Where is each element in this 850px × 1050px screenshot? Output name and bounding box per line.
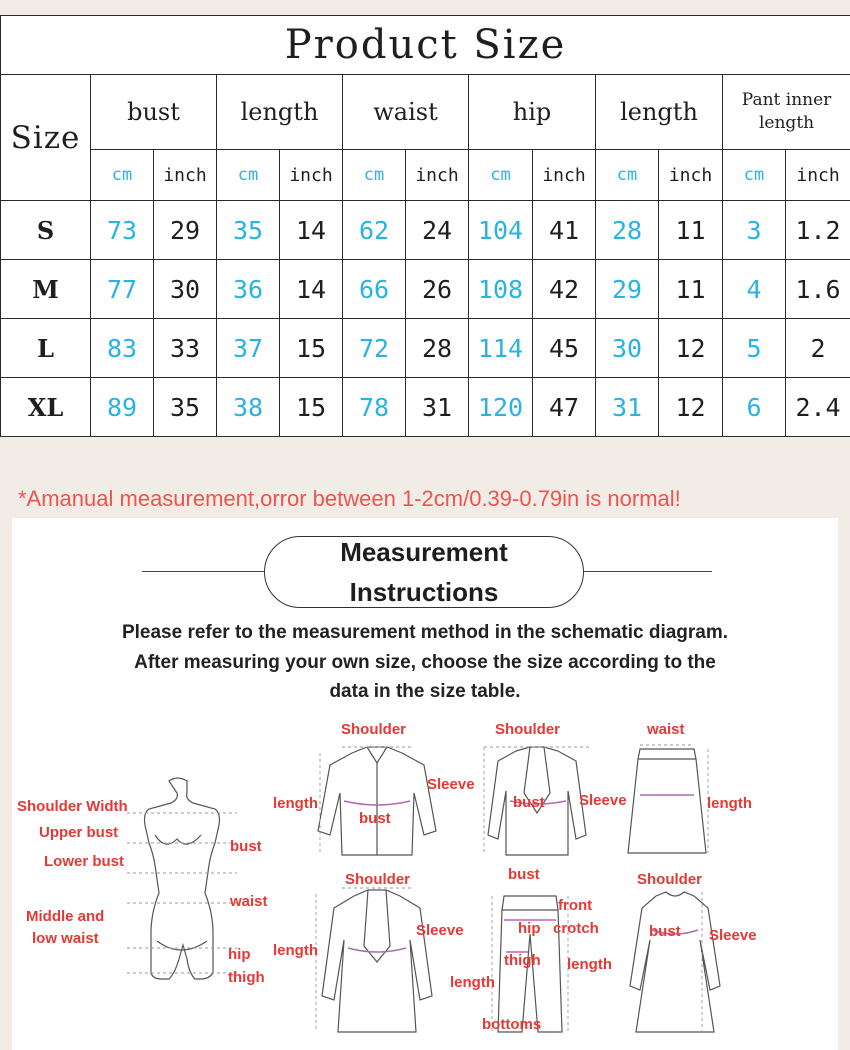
table-cell: 12 — [659, 378, 723, 437]
unit-header: cm — [343, 150, 406, 201]
table-cell: 15 — [280, 378, 343, 437]
label-upper-bust: Upper bust — [39, 824, 119, 841]
group-header-waist: waist — [343, 75, 469, 150]
unit-header: cm — [469, 150, 533, 201]
table-cell: 89 — [91, 378, 154, 437]
group-header-length: length — [217, 75, 343, 150]
label-shirt-shoulder: Shoulder — [341, 721, 407, 738]
table-cell: 31 — [596, 378, 659, 437]
table-cell: 14 — [280, 260, 343, 319]
table-row — [1, 319, 850, 378]
table-cell: 47 — [533, 378, 596, 437]
table-cell: 35 — [217, 201, 280, 260]
instructions-line-1: Please refer to the measurement method in the schematic diagram. — [121, 622, 729, 643]
label-dress-sleeve: Sleeve — [709, 927, 757, 944]
size-column-header: Size — [1, 75, 91, 201]
unit-header: cm — [217, 150, 280, 201]
table-cell: 73 — [91, 201, 154, 260]
group-header-pant-length: length — [596, 75, 723, 150]
table-cell: 2 — [786, 319, 850, 378]
table-cell: 29 — [154, 201, 217, 260]
table-cell: 15 — [280, 319, 343, 378]
table-cell: 2.4 — [786, 378, 850, 437]
table-cell: 24 — [406, 201, 469, 260]
group-header-hip: hip — [469, 75, 596, 150]
dress-figure — [620, 886, 730, 1036]
label-lower-bust: Lower bust — [44, 853, 125, 870]
table-row — [1, 260, 850, 319]
unit-header: inch — [280, 150, 343, 201]
instructions-line-2: After measuring your own size, choose the size according to the — [134, 651, 716, 673]
table-cell: 38 — [217, 378, 280, 437]
size-label: M — [1, 260, 91, 319]
table-cell: 3 — [723, 201, 786, 260]
unit-header: inch — [406, 150, 469, 201]
heading-line-1: Measurement — [340, 537, 508, 567]
table-cell: 14 — [280, 201, 343, 260]
unit-header: inch — [659, 150, 723, 201]
measurement-note: *Amanual measurement,orror between 1-2cm/0.39-0.79in is normal! — [18, 486, 681, 511]
table-cell: 35 — [154, 378, 217, 437]
size-table — [0, 15, 850, 437]
label-middle-and: Middle and — [26, 908, 105, 925]
table-cell: 45 — [533, 319, 596, 378]
heading-line-2: Instructions — [349, 577, 499, 607]
unit-header: inch — [533, 150, 596, 201]
label-pants-bust: bust — [508, 866, 540, 883]
table-row — [1, 201, 850, 260]
table-cell: 11 — [659, 260, 723, 319]
unit-header: cm — [723, 150, 786, 201]
label-dress-bust: bust — [649, 923, 681, 940]
label-pants-length-left: length — [450, 974, 495, 991]
label-blazer-bust: bust — [513, 794, 545, 811]
table-cell: 78 — [343, 378, 406, 437]
label-shirt-length: length — [273, 795, 318, 812]
table-cell: 37 — [217, 319, 280, 378]
label-pants-crotch: crotch — [553, 920, 599, 937]
label-body-waist: waist — [230, 893, 268, 910]
table-cell: 5 — [723, 319, 786, 378]
label-blazer-shoulder: Shoulder — [495, 721, 561, 738]
table-cell: 29 — [596, 260, 659, 319]
label-shirt-sleeve: Sleeve — [427, 776, 475, 793]
table-cell: 36 — [217, 260, 280, 319]
table-cell: 11 — [659, 201, 723, 260]
table-cell: 62 — [343, 201, 406, 260]
table-cell: 28 — [596, 201, 659, 260]
instructions-heading — [264, 532, 584, 612]
shirt-figure — [312, 743, 442, 863]
label-blazer-sleeve: Sleeve — [579, 792, 627, 809]
label-coat-sleeve: Sleeve — [416, 922, 464, 939]
table-cell: 31 — [406, 378, 469, 437]
table-cell: 30 — [596, 319, 659, 378]
label-skirt-length: length — [707, 795, 752, 812]
instructions-line-3: data in the size table. — [329, 681, 521, 702]
label-coat-shoulder: Shoulder — [345, 871, 411, 888]
table-cell: 26 — [406, 260, 469, 319]
label-shoulder-width: Shoulder Width — [17, 798, 128, 815]
unit-header: inch — [786, 150, 850, 201]
table-cell: 6 — [723, 378, 786, 437]
table-cell: 72 — [343, 319, 406, 378]
table-cell: 120 — [469, 378, 533, 437]
label-pants-bottoms: bottoms — [482, 1016, 542, 1033]
table-cell: 33 — [154, 319, 217, 378]
size-label: XL — [1, 378, 91, 437]
table-cell: 108 — [469, 260, 533, 319]
label-shirt-bust: bust — [359, 810, 391, 827]
table-cell: 30 — [154, 260, 217, 319]
label-pants-thigh: thigh — [504, 952, 541, 969]
label-body-thigh: thigh — [228, 969, 265, 986]
label-body-bust: bust — [230, 838, 262, 855]
group-header-bust: bust — [91, 75, 217, 150]
label-pants-hip: hip — [518, 920, 541, 937]
table-row — [1, 378, 850, 437]
unit-header: cm — [596, 150, 659, 201]
group-header-pant-inner-length: Pant inner length — [723, 75, 850, 150]
label-dress-shoulder: Shoulder — [637, 871, 703, 888]
coat-figure — [312, 886, 442, 1036]
size-label: L — [1, 319, 91, 378]
label-body-hip: hip — [228, 946, 251, 963]
table-cell: 1.2 — [786, 201, 850, 260]
table-cell: 1.6 — [786, 260, 850, 319]
unit-row — [1, 150, 850, 201]
label-pants-front: front — [558, 897, 593, 914]
measurement-instructions-panel — [12, 518, 838, 1050]
table-cell: 114 — [469, 319, 533, 378]
table-cell: 42 — [533, 260, 596, 319]
table-cell: 83 — [91, 319, 154, 378]
unit-header: inch — [154, 150, 217, 201]
size-label: S — [1, 201, 91, 260]
instructions-text — [42, 618, 808, 707]
table-body — [1, 201, 850, 437]
label-pants-length-right: length — [567, 956, 612, 973]
table-cell: 77 — [91, 260, 154, 319]
unit-header: cm — [91, 150, 154, 201]
table-cell: 41 — [533, 201, 596, 260]
table-title: Product Size — [1, 16, 850, 75]
table-cell: 28 — [406, 319, 469, 378]
table-cell: 66 — [343, 260, 406, 319]
table-cell: 4 — [723, 260, 786, 319]
label-coat-length: length — [273, 942, 318, 959]
label-skirt-waist: waist — [647, 721, 685, 738]
label-low-waist: low waist — [32, 930, 99, 947]
table-cell: 12 — [659, 319, 723, 378]
table-cell: 104 — [469, 201, 533, 260]
skirt-figure — [622, 743, 712, 863]
